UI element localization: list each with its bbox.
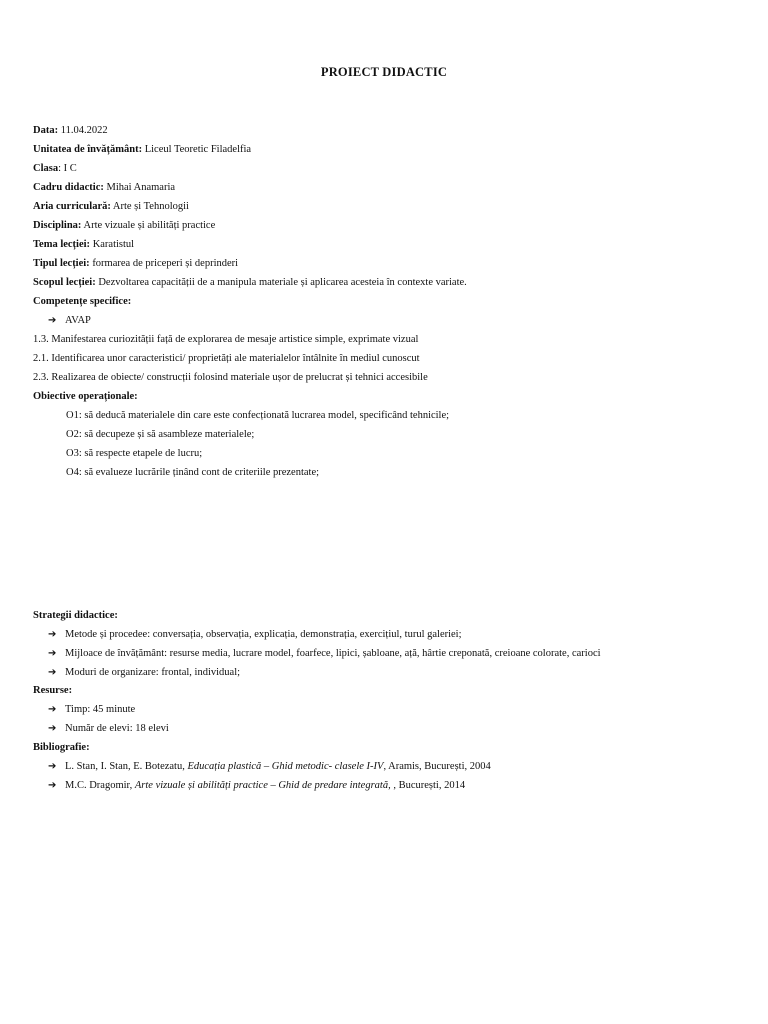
arrow-right-icon: ➔ (48, 704, 57, 715)
field-tipul (33, 257, 238, 271)
field-aria (33, 200, 189, 214)
field-value: Karatistul (90, 239, 135, 250)
arrow-right-icon: ➔ (48, 761, 57, 772)
field-label: Data: (33, 125, 59, 136)
list-item: ➔ Mijloace de învățământ: resurse media, lucrare model, foarfece, lipici, șabloane, ață, hârtie creponată, creioane colorate, carioci (48, 648, 601, 659)
competenta-item: 2.1. Identificarea unor caracteristici/ proprietăți ale materialelor întâlnite în mediul cunoscut (33, 353, 420, 364)
arrow-right-icon: ➔ (48, 648, 57, 659)
field-cadru (33, 181, 175, 195)
field-label: Aria curriculară: (33, 201, 111, 212)
strategii-heading: Strategii didactice: (33, 610, 118, 621)
list-item: ➔ Metode și procedee: conversația, observația, explicația, demonstrația, exercițiul, turul galeriei; (48, 629, 462, 640)
list-item: ➔ Număr de elevi: 18 elevi (48, 723, 169, 734)
resurse-heading: Resurse: (33, 685, 73, 696)
field-clasa (33, 162, 77, 176)
field-unitatea (33, 143, 251, 157)
competenta-item: 2.3. Realizarea de obiecte/ construcții folosind materiale ușor de prelucrat și tehnici accesibile (33, 372, 428, 383)
field-label: Unitatea de învățământ: (33, 144, 143, 155)
competenta-item: 1.3. Manifestarea curiozității față de explorarea de mesaje artistice simple, exprimate vizual (33, 334, 419, 345)
obiective-heading: Obiective operaționale: (33, 391, 138, 402)
field-label: Tipul lecției: (33, 258, 90, 269)
obiectiv-item: O2: să decupeze și să asambleze materialele; (66, 429, 255, 440)
arrow-right-icon: ➔ (48, 780, 57, 791)
list-item: ➔ AVAP (48, 315, 91, 326)
field-value: Liceul Teoretic Filadelfia (142, 144, 252, 155)
obiectiv-item: O4: să evalueze lucrările ținând cont de criteriile prezentate; (66, 467, 320, 478)
bibliography-item: ➔ M.C. Dragomir, Arte vizuale și abilități practice – Ghid de predare integrată, , București, 2014 (48, 780, 466, 791)
arrow-right-icon: ➔ (48, 315, 57, 326)
field-value: Arte și Tehnologii (110, 201, 189, 212)
field-label: Scopul lecției: (33, 277, 96, 288)
arrow-right-icon: ➔ (48, 629, 57, 640)
field-scopul (33, 276, 467, 290)
obiectiv-item: O3: să respecte etapele de lucru; (66, 448, 203, 459)
field-value: Arte vizuale și abilități practice (81, 220, 216, 231)
list-item: ➔ Timp: 45 minute (48, 704, 136, 715)
list-item: ➔ Moduri de organizare: frontal, individual; (48, 667, 241, 678)
bibliografie-heading: Bibliografie: (33, 742, 90, 753)
field-value: Mihai Anamaria (103, 182, 176, 193)
arrow-right-icon: ➔ (48, 723, 57, 734)
field-label: Clasa (33, 163, 59, 174)
obiectiv-item: O1: să deducă materialele din care este confecționată lucrarea model, specificând tehnicile; (66, 410, 450, 421)
field-data (33, 124, 108, 138)
field-value: Dezvoltarea capacității de a manipula materiale și aplicarea acesteia în contexte variate. (95, 277, 467, 288)
competente-heading: Competențe specifice: (33, 296, 132, 307)
field-disciplina (33, 219, 215, 233)
document-title: PROIECT DIDACTIC (320, 65, 448, 79)
field-value: : I C (58, 163, 77, 174)
field-label: Tema lecției: (33, 239, 91, 250)
field-value: formarea de priceperi și deprinderi (89, 258, 239, 269)
field-value: 11.04.2022 (58, 125, 108, 136)
field-label: Disciplina: (33, 220, 82, 231)
bibliography-item: ➔ L. Stan, I. Stan, E. Botezatu, Educația plastică – Ghid metodic- clasele I-IV, Aramis, București, 2004 (48, 761, 491, 772)
field-tema (33, 238, 134, 252)
field-label: Cadru didactic: (33, 182, 104, 193)
arrow-right-icon: ➔ (48, 667, 57, 678)
